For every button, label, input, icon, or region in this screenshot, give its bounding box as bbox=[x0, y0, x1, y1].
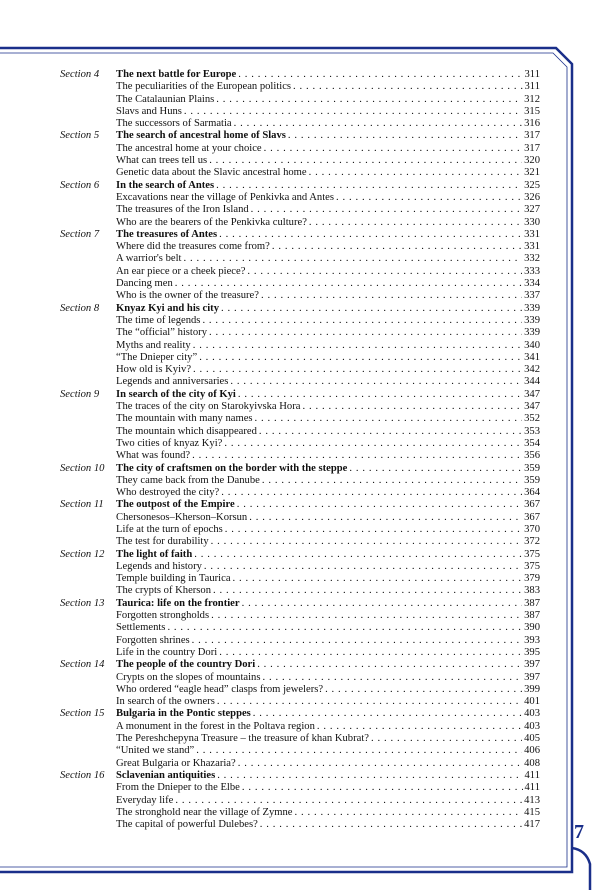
table-of-contents bbox=[60, 69, 540, 831]
toc-entry[interactable] bbox=[60, 241, 540, 253]
entry-title: They came back from the Danube bbox=[116, 474, 260, 486]
leader-dots bbox=[264, 143, 523, 155]
toc-entry[interactable] bbox=[60, 819, 540, 831]
page-ref: 353 bbox=[524, 425, 540, 437]
page-ref: 397 bbox=[524, 659, 540, 671]
toc-entry[interactable] bbox=[60, 106, 540, 118]
leader-dots bbox=[309, 217, 522, 229]
leader-dots bbox=[238, 758, 522, 770]
leader-dots bbox=[251, 204, 522, 216]
leader-dots bbox=[253, 708, 522, 720]
leader-dots bbox=[216, 94, 522, 106]
toc-entry[interactable] bbox=[60, 807, 540, 819]
page-ref: 379 bbox=[524, 573, 540, 585]
entry-title: Temple building in Taurica bbox=[116, 573, 231, 585]
page-ref: 401 bbox=[524, 696, 540, 708]
page-ref: 415 bbox=[524, 806, 540, 818]
entry-title: What was found? bbox=[116, 450, 191, 462]
page-ref: 321 bbox=[524, 167, 540, 179]
section-label: Section 4 bbox=[60, 69, 100, 80]
leader-dots bbox=[167, 622, 522, 634]
entry-title: The “official” history bbox=[116, 327, 207, 339]
page-ref: 367 bbox=[524, 499, 540, 511]
page-ref: 331 bbox=[524, 228, 540, 240]
page-ref: 320 bbox=[524, 155, 540, 167]
entry-title: Excavations near the village of Penkivka and Antes bbox=[116, 191, 334, 203]
leader-dots bbox=[175, 278, 522, 290]
entry-title: Great Bulgaria or Khazaria? bbox=[116, 757, 236, 769]
page-ref: 344 bbox=[524, 376, 540, 388]
leader-dots bbox=[211, 536, 522, 548]
section-title: The search of ancestral home of Slavs bbox=[116, 130, 286, 142]
page-ref: 337 bbox=[524, 290, 540, 302]
section-title: Knyaz Kyi and his city bbox=[116, 302, 220, 314]
toc-entry[interactable] bbox=[60, 81, 540, 93]
section-title: The outpost of the Empire bbox=[116, 499, 235, 511]
page-ref: 327 bbox=[524, 204, 540, 216]
leader-dots bbox=[193, 340, 522, 352]
entry-title: Life in the country Dori bbox=[116, 646, 218, 658]
page-ref: 347 bbox=[524, 401, 540, 413]
toc-entry[interactable] bbox=[60, 290, 540, 302]
toc-entry[interactable] bbox=[60, 647, 540, 659]
toc-entry[interactable] bbox=[60, 610, 540, 622]
leader-dots bbox=[233, 573, 523, 585]
leader-dots bbox=[217, 770, 522, 782]
section-title: The people of the country Dori bbox=[116, 659, 256, 671]
entry-title: The traces of the city on Starokyivska Hora bbox=[116, 401, 301, 413]
toc-entry[interactable] bbox=[60, 217, 540, 229]
toc-section-heading[interactable] bbox=[60, 69, 540, 81]
entry-title: What can trees tell us bbox=[116, 155, 208, 167]
leader-dots bbox=[209, 327, 522, 339]
leader-dots bbox=[238, 389, 522, 401]
toc-entry[interactable] bbox=[60, 143, 540, 155]
page-ref: 375 bbox=[524, 548, 540, 560]
leader-dots bbox=[336, 192, 522, 204]
entry-title: The Pereshchepyna Treasure – the treasure of khan Kubrat? bbox=[116, 733, 369, 745]
entry-title: The treasures of the Iron Island bbox=[116, 204, 249, 216]
leader-dots bbox=[216, 180, 522, 192]
leader-dots bbox=[242, 598, 523, 610]
toc-section-heading[interactable] bbox=[60, 598, 540, 610]
toc-section-heading[interactable] bbox=[60, 389, 540, 401]
entry-title: A warrior's belt bbox=[116, 253, 182, 265]
leader-dots bbox=[247, 266, 522, 278]
page-ref: 334 bbox=[524, 278, 540, 290]
toc-entry[interactable] bbox=[60, 696, 540, 708]
page-ref: 354 bbox=[524, 437, 540, 449]
page-ref: 383 bbox=[524, 585, 540, 597]
leader-dots bbox=[199, 352, 522, 364]
page-ref: 387 bbox=[524, 610, 540, 622]
leader-dots bbox=[261, 290, 522, 302]
toc-entry[interactable] bbox=[60, 94, 540, 106]
section-title: In the search of Antes bbox=[116, 179, 215, 191]
page-ref: 331 bbox=[524, 241, 540, 253]
leader-dots bbox=[262, 672, 522, 684]
toc-section-heading[interactable] bbox=[60, 463, 540, 475]
toc-section-heading[interactable] bbox=[60, 708, 540, 720]
section-label: Section 15 bbox=[60, 708, 105, 720]
leader-dots bbox=[242, 782, 523, 794]
leader-dots bbox=[217, 696, 522, 708]
toc-entry[interactable] bbox=[60, 561, 540, 573]
page-ref: 341 bbox=[524, 351, 540, 363]
entry-title: The ancestral home at your choice bbox=[116, 142, 262, 154]
section-title: Bulgaria in the Pontic steppes bbox=[116, 708, 251, 720]
page-ref: 397 bbox=[524, 671, 540, 683]
page-ref: 339 bbox=[524, 314, 540, 326]
leader-dots bbox=[221, 303, 522, 315]
entry-title: Who are the bearers of the Penkivka culture? bbox=[116, 216, 307, 228]
toc-entry[interactable] bbox=[60, 684, 540, 696]
toc-entry[interactable] bbox=[60, 524, 540, 536]
page-number: 7 bbox=[574, 821, 584, 843]
toc-entry[interactable] bbox=[60, 487, 540, 499]
toc-entry[interactable] bbox=[60, 512, 540, 524]
entry-title: How old is Kyiv? bbox=[116, 364, 192, 376]
page-ref: 317 bbox=[524, 130, 540, 142]
section-label: Section 14 bbox=[60, 659, 105, 671]
section-label: Section 5 bbox=[60, 130, 100, 142]
page-ref: 399 bbox=[524, 683, 540, 695]
entry-title: The mountain which disappeared bbox=[116, 425, 257, 437]
leader-dots bbox=[262, 475, 522, 487]
leader-dots bbox=[295, 807, 523, 819]
leader-dots bbox=[213, 585, 522, 597]
toc-entry[interactable] bbox=[60, 536, 540, 548]
leader-dots bbox=[183, 253, 522, 265]
leader-dots bbox=[204, 561, 522, 573]
page-ref: 352 bbox=[524, 413, 540, 425]
toc-entry[interactable] bbox=[60, 745, 540, 757]
toc-entry[interactable] bbox=[60, 167, 540, 179]
leader-dots bbox=[302, 401, 522, 413]
leader-dots bbox=[192, 450, 522, 462]
entry-title: “The Dnieper city” bbox=[116, 351, 198, 363]
leader-dots bbox=[255, 413, 523, 425]
entry-title: The test for durability bbox=[116, 536, 209, 548]
page-ref: 403 bbox=[524, 708, 540, 720]
entry-title: Who destroyed the city? bbox=[116, 487, 220, 499]
page-ref: 408 bbox=[524, 757, 540, 769]
toc-entry[interactable] bbox=[60, 352, 540, 364]
page-ref: 340 bbox=[524, 339, 540, 351]
leader-dots bbox=[193, 364, 522, 376]
entry-title: Chersonesos–Kherson–Korsun bbox=[116, 511, 248, 523]
entry-title: The successors of Sarmatia bbox=[116, 118, 232, 130]
toc-entry[interactable] bbox=[60, 426, 540, 438]
leader-dots bbox=[288, 130, 522, 142]
section-title: The next battle for Europe bbox=[116, 69, 237, 80]
toc-section-heading[interactable] bbox=[60, 499, 540, 511]
toc-section-heading[interactable] bbox=[60, 659, 540, 671]
section-label: Section 9 bbox=[60, 388, 100, 400]
page-ref: 387 bbox=[524, 597, 540, 609]
leader-dots bbox=[317, 721, 522, 733]
toc-entry[interactable] bbox=[60, 340, 540, 352]
entry-title: The Catalaunian Plains bbox=[116, 93, 215, 105]
section-label: Section 8 bbox=[60, 302, 100, 314]
leader-dots bbox=[309, 167, 522, 179]
toc-entry[interactable] bbox=[60, 635, 540, 647]
page-ref: 315 bbox=[524, 105, 540, 117]
entry-title: From the Dnieper to the Elbe bbox=[116, 782, 240, 794]
toc-entry[interactable] bbox=[60, 475, 540, 487]
page-ref: 312 bbox=[524, 93, 540, 105]
toc-entry[interactable] bbox=[60, 315, 540, 327]
toc-entry[interactable] bbox=[60, 266, 540, 278]
section-title: The city of craftsmen on the border with the steppe bbox=[116, 462, 348, 474]
page-ref: 359 bbox=[524, 462, 540, 474]
page-ref: 403 bbox=[524, 720, 540, 732]
toc-section-heading[interactable] bbox=[60, 770, 540, 782]
page-ref: 411 bbox=[524, 769, 540, 781]
entry-title: Everyday life bbox=[116, 794, 174, 806]
leader-dots bbox=[175, 795, 522, 807]
toc-entry[interactable] bbox=[60, 758, 540, 770]
page-ref: 332 bbox=[524, 253, 540, 265]
entry-title: Legends and anniversaries bbox=[116, 376, 229, 388]
page-ref: 325 bbox=[524, 179, 540, 191]
section-title: In search of the city of Kyi bbox=[116, 388, 236, 400]
toc-entry[interactable] bbox=[60, 721, 540, 733]
entry-title: Genetic data about the Slavic ancestral home bbox=[116, 167, 307, 179]
section-label: Section 16 bbox=[60, 769, 105, 781]
page-ref: 413 bbox=[524, 794, 540, 806]
leader-dots bbox=[257, 659, 522, 671]
toc-section-heading[interactable] bbox=[60, 549, 540, 561]
leader-dots bbox=[184, 106, 522, 118]
toc-entry[interactable] bbox=[60, 585, 540, 597]
page-ref: 367 bbox=[524, 511, 540, 523]
entry-title: Forgotten strongholds bbox=[116, 610, 210, 622]
entry-title: The capital of powerful Dulebes? bbox=[116, 819, 258, 831]
page-ref: 339 bbox=[524, 327, 540, 339]
section-label: Section 12 bbox=[60, 548, 105, 560]
leader-dots bbox=[224, 438, 522, 450]
leader-dots bbox=[196, 745, 522, 757]
leader-dots bbox=[325, 684, 522, 696]
page-ref: 359 bbox=[524, 474, 540, 486]
entry-title: Who is the owner of the treasure? bbox=[116, 290, 259, 302]
toc-entry[interactable] bbox=[60, 401, 540, 413]
toc-entry[interactable] bbox=[60, 155, 540, 167]
toc-entry[interactable] bbox=[60, 192, 540, 204]
entry-title: Legends and history bbox=[116, 560, 202, 572]
leader-dots bbox=[219, 647, 522, 659]
toc-entry[interactable] bbox=[60, 672, 540, 684]
section-label: Section 10 bbox=[60, 462, 105, 474]
page-ref: 333 bbox=[524, 265, 540, 277]
section-title: Sclavenian antiquities bbox=[116, 769, 216, 781]
section-title: The light of faith bbox=[116, 548, 193, 560]
section-label: Section 6 bbox=[60, 179, 100, 191]
page-ref: 393 bbox=[524, 634, 540, 646]
toc-entry[interactable] bbox=[60, 253, 540, 265]
leader-dots bbox=[259, 426, 522, 438]
entry-title: Dancing men bbox=[116, 278, 173, 290]
page-ref: 326 bbox=[524, 191, 540, 203]
toc-entry[interactable] bbox=[60, 327, 540, 339]
page-ref: 370 bbox=[524, 523, 540, 535]
entry-title: The time of legends bbox=[116, 314, 201, 326]
entry-title: Who ordered “eagle head” clasps from jewelers? bbox=[116, 683, 324, 695]
section-label: Section 13 bbox=[60, 597, 105, 609]
toc-entry[interactable] bbox=[60, 118, 540, 130]
page-ref: 347 bbox=[524, 388, 540, 400]
toc-entry[interactable] bbox=[60, 438, 540, 450]
page-ref: 311 bbox=[524, 81, 540, 93]
leader-dots bbox=[238, 69, 522, 81]
page-ref: 417 bbox=[524, 819, 540, 831]
page-ref: 395 bbox=[524, 646, 540, 658]
toc-entry[interactable] bbox=[60, 782, 540, 794]
page-ref: 311 bbox=[524, 69, 540, 80]
leader-dots bbox=[293, 81, 522, 93]
entry-title: The stronghold near the village of Zymne bbox=[116, 806, 293, 818]
entry-title: Settlements bbox=[116, 622, 166, 634]
leader-dots bbox=[272, 241, 522, 253]
entry-title: Slavs and Huns bbox=[116, 105, 182, 117]
entry-title: The crypts of Kherson bbox=[116, 585, 212, 597]
page-ref: 406 bbox=[524, 745, 540, 757]
entry-title: Myths and reality bbox=[116, 339, 191, 351]
entry-title: In search of the owners bbox=[116, 696, 215, 708]
entry-title: An ear piece or a cheek piece? bbox=[116, 265, 246, 277]
toc-section-heading[interactable] bbox=[60, 303, 540, 315]
toc-section-heading[interactable] bbox=[60, 229, 540, 241]
toc-entry[interactable] bbox=[60, 413, 540, 425]
page-ref: 375 bbox=[524, 560, 540, 572]
leader-dots bbox=[371, 733, 522, 745]
leader-dots bbox=[225, 524, 522, 536]
toc-entry[interactable] bbox=[60, 376, 540, 388]
entry-title: Forgotten shrines bbox=[116, 634, 190, 646]
page-ref: 339 bbox=[524, 302, 540, 314]
toc-entry[interactable] bbox=[60, 733, 540, 745]
entry-title: A monument in the forest in the Poltava region bbox=[116, 720, 315, 732]
page-ref: 316 bbox=[524, 118, 540, 130]
toc-entry[interactable] bbox=[60, 622, 540, 634]
leader-dots bbox=[349, 463, 522, 475]
section-title: The treasures of Antes bbox=[116, 228, 218, 240]
leader-dots bbox=[211, 610, 522, 622]
leader-dots bbox=[209, 155, 522, 167]
page-ref: 330 bbox=[524, 216, 540, 228]
toc-section-heading[interactable] bbox=[60, 180, 540, 192]
leader-dots bbox=[249, 512, 522, 524]
section-title: Taurica: life on the frontier bbox=[116, 597, 240, 609]
page-ref: 372 bbox=[524, 536, 540, 548]
toc-entry[interactable] bbox=[60, 573, 540, 585]
leader-dots bbox=[221, 487, 522, 499]
toc-entry[interactable] bbox=[60, 204, 540, 216]
toc-section-heading[interactable] bbox=[60, 130, 540, 142]
page-ref: 356 bbox=[524, 450, 540, 462]
section-label: Section 7 bbox=[60, 228, 100, 240]
page-ref: 405 bbox=[524, 733, 540, 745]
toc-entry[interactable] bbox=[60, 795, 540, 807]
entry-title: Crypts on the slopes of mountains bbox=[116, 671, 261, 683]
page-ref: 364 bbox=[524, 487, 540, 499]
leader-dots bbox=[219, 229, 522, 241]
entry-title: Life at the turn of epochs bbox=[116, 523, 223, 535]
toc-entry[interactable] bbox=[60, 364, 540, 376]
leader-dots bbox=[202, 315, 522, 327]
leader-dots bbox=[234, 118, 522, 130]
page-ref: 342 bbox=[524, 364, 540, 376]
entry-title: The mountain with many names bbox=[116, 413, 253, 425]
leader-dots bbox=[237, 499, 522, 511]
toc-entry[interactable] bbox=[60, 450, 540, 462]
page-ref: 317 bbox=[524, 142, 540, 154]
toc-entry[interactable] bbox=[60, 278, 540, 290]
leader-dots bbox=[230, 376, 522, 388]
section-label: Section 11 bbox=[60, 499, 104, 511]
entry-title: Two cities of knyaz Kyi? bbox=[116, 437, 223, 449]
entry-title: Where did the treasures come from? bbox=[116, 241, 270, 253]
entry-title: The peculiarities of the European politics bbox=[116, 81, 292, 93]
entry-title: “United we stand” bbox=[116, 745, 195, 757]
page-ref: 390 bbox=[524, 622, 540, 634]
leader-dots bbox=[260, 819, 522, 831]
leader-dots bbox=[192, 635, 522, 647]
page-ref: 411 bbox=[524, 782, 540, 794]
leader-dots bbox=[194, 549, 522, 561]
